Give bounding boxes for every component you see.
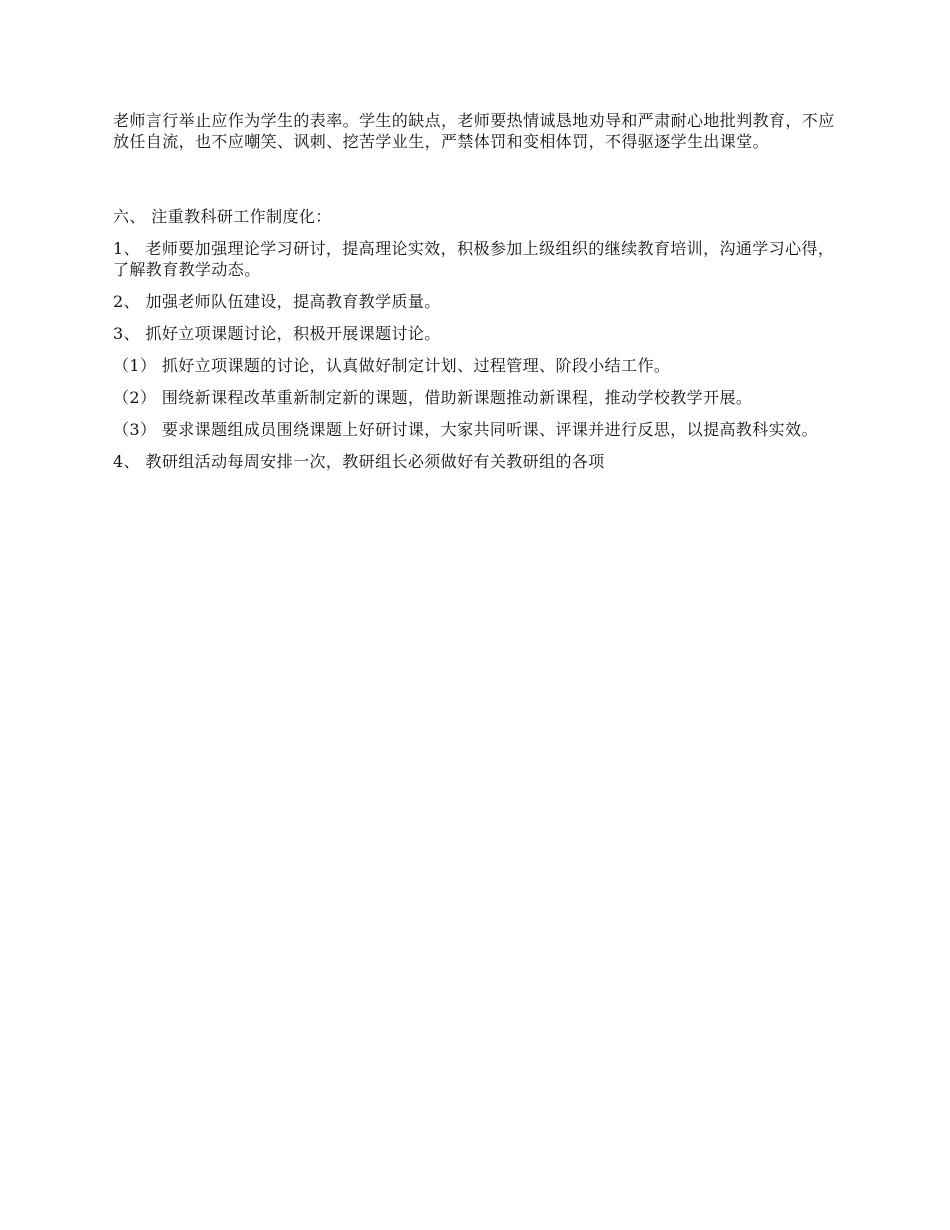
- sub-list-item: （3） 要求课题组成员围绕课题上好研讨课，大家共同听课、评课并进行反思，以提高教科实效。: [113, 420, 818, 439]
- document-body: [113, 110, 843, 483]
- paragraph-spacer: [113, 152, 843, 206]
- list-item: 2、 加强老师队伍建设，提高教育教学质量。: [113, 292, 441, 311]
- section-heading: 六、 注重教科研工作制度化：: [113, 207, 332, 226]
- list-item: 4、 教研组活动每周安排一次，教研组长必须做好有关教研组的各项: [113, 452, 605, 471]
- list-item: 1、 老师要加强理论学习研讨，提高理论实效，积极参加上级组织的继续教育培训，沟通学习心得，了解教育教学动态。: [113, 239, 835, 279]
- sub-list-item: （1） 抓好立项课题的讨论，认真做好制定计划、过程管理、阶段小结工作。: [113, 356, 671, 375]
- list-item: 3、 抓好立项课题讨论，积极开展课题讨论。: [113, 324, 441, 343]
- sub-list-item: （2） 围绕新课程改革重新制定新的课题，借助新课题推动新课程，推动学校教学开展。: [113, 388, 753, 407]
- intro-paragraph: 老师言行举止应作为学生的表率。学生的缺点，老师要热情诚恳地劝导和严肃耐心地批判教育，不应放任自流，也不应嘲笑、讽刺、挖苦学业生，严禁体罚和变相体罚，不得驱逐学生出课堂。: [113, 111, 835, 151]
